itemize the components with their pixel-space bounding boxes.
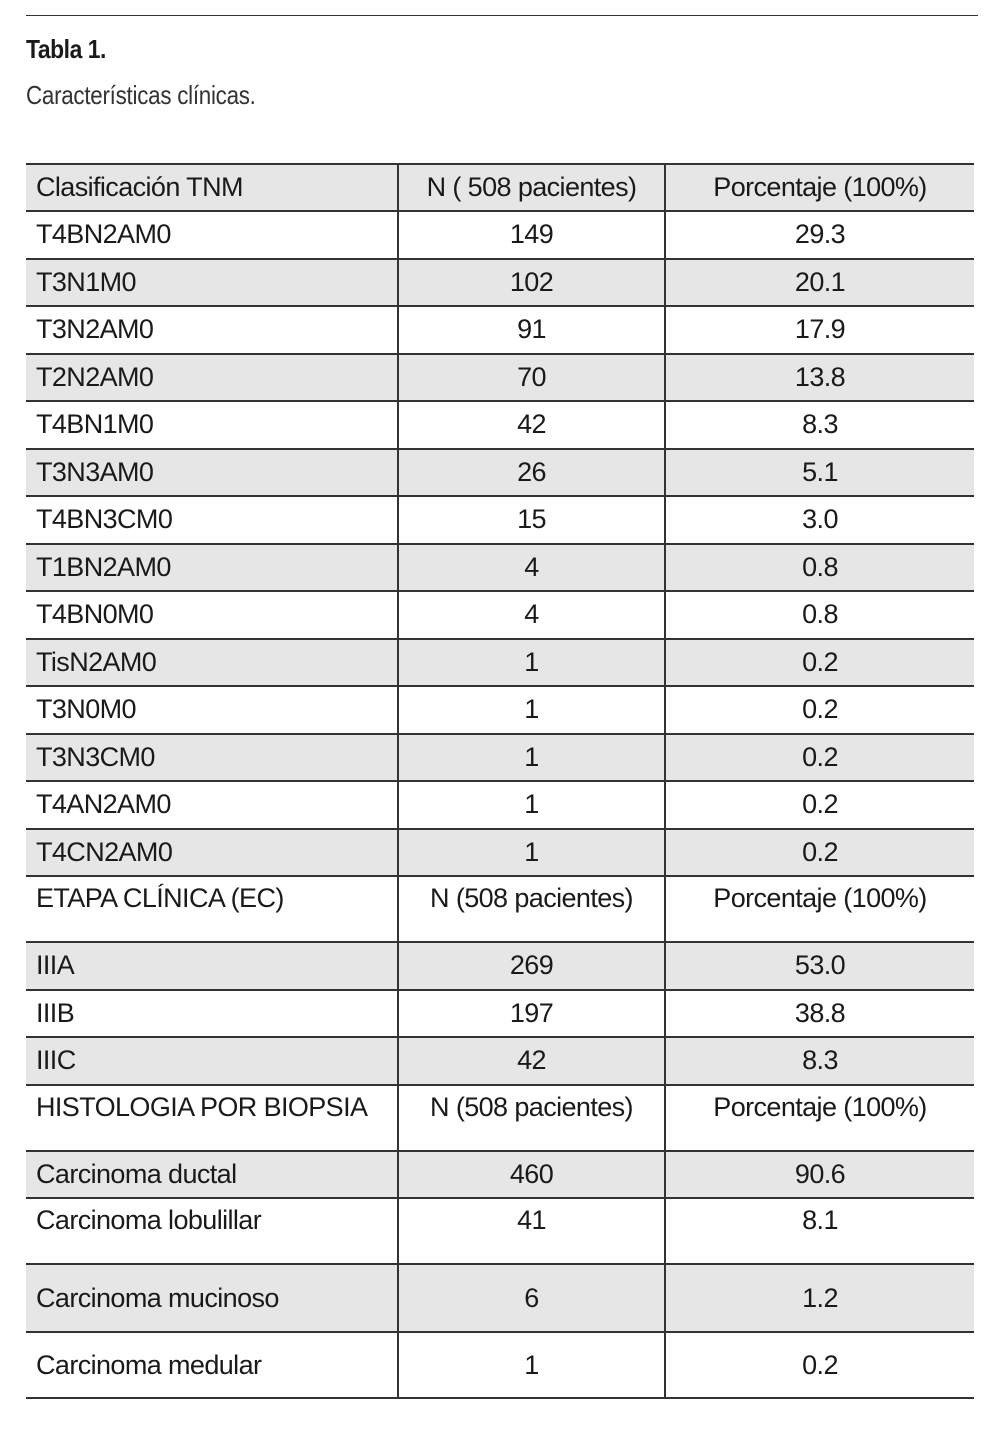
- tnm-header-row: [26, 164, 974, 211]
- histology-n-cell: 6: [398, 1264, 665, 1332]
- histology-header-n: N (508 pacientes): [398, 1085, 665, 1151]
- tnm-class-cell: T3N0M0: [26, 686, 398, 734]
- tnm-n-cell: 26: [398, 449, 665, 497]
- tnm-n-cell: 1: [398, 781, 665, 829]
- table-row: [26, 781, 974, 829]
- tnm-class-cell: T3N2AM0: [26, 306, 398, 354]
- table-row: [26, 449, 974, 497]
- tnm-class-cell: T2N2AM0: [26, 354, 398, 402]
- tnm-n-cell: 70: [398, 354, 665, 402]
- clinical-characteristics-table: [26, 163, 974, 1399]
- table-row: [26, 686, 974, 734]
- table-row: [26, 306, 974, 354]
- tnm-n-cell: 1: [398, 734, 665, 782]
- table-row: [26, 401, 974, 449]
- table-row: [26, 639, 974, 687]
- table-row: [26, 1037, 974, 1085]
- ec-n-cell: 269: [398, 942, 665, 990]
- tnm-percent-cell: 5.1: [665, 449, 974, 497]
- histology-type-cell: Carcinoma mucinoso: [26, 1264, 398, 1332]
- tnm-percent-cell: 0.2: [665, 639, 974, 687]
- tnm-n-cell: 91: [398, 306, 665, 354]
- tnm-percent-cell: 17.9: [665, 306, 974, 354]
- table-subtitle: Características clínicas.: [26, 80, 256, 110]
- table-row: [26, 591, 974, 639]
- tnm-percent-cell: 0.2: [665, 829, 974, 877]
- tnm-class-cell: T4BN3CM0: [26, 496, 398, 544]
- histology-header-type: HISTOLOGIA POR BIOPSIA: [26, 1085, 398, 1151]
- table-row: [26, 1151, 974, 1199]
- tnm-n-cell: 102: [398, 259, 665, 307]
- table-row: [26, 1198, 974, 1264]
- tnm-n-cell: 1: [398, 686, 665, 734]
- tnm-class-cell: T4BN0M0: [26, 591, 398, 639]
- tnm-n-cell: 42: [398, 401, 665, 449]
- tnm-class-cell: T4BN2AM0: [26, 211, 398, 259]
- tnm-class-cell: T4BN1M0: [26, 401, 398, 449]
- tnm-class-cell: T4CN2AM0: [26, 829, 398, 877]
- tnm-header-classification: Clasificación TNM: [26, 164, 398, 211]
- tnm-percent-cell: 20.1: [665, 259, 974, 307]
- table-row: [26, 942, 974, 990]
- tnm-n-cell: 149: [398, 211, 665, 259]
- tnm-n-cell: 4: [398, 544, 665, 592]
- table-title: Tabla 1.: [26, 34, 106, 64]
- tnm-class-cell: T4AN2AM0: [26, 781, 398, 829]
- ec-n-cell: 197: [398, 990, 665, 1038]
- table-row: [26, 734, 974, 782]
- histology-percent-cell: 0.2: [665, 1332, 974, 1398]
- tnm-percent-cell: 0.2: [665, 686, 974, 734]
- histology-type-cell: Carcinoma ductal: [26, 1151, 398, 1199]
- histology-n-cell: 460: [398, 1151, 665, 1199]
- tnm-n-cell: 15: [398, 496, 665, 544]
- tnm-header-percent: Porcentaje (100%): [665, 164, 974, 211]
- table-row: [26, 829, 974, 877]
- ec-header-row: [26, 876, 974, 942]
- ec-header-stage: ETAPA CLÍNICA (EC): [26, 876, 398, 942]
- tnm-class-cell: TisN2AM0: [26, 639, 398, 687]
- histology-header-percent: Porcentaje (100%): [665, 1085, 974, 1151]
- histology-percent-cell: 8.1: [665, 1198, 974, 1264]
- table-row: [26, 496, 974, 544]
- histology-percent-cell: 90.6: [665, 1151, 974, 1199]
- ec-stage-cell: IIIC: [26, 1037, 398, 1085]
- ec-stage-cell: IIIB: [26, 990, 398, 1038]
- histology-n-cell: 1: [398, 1332, 665, 1398]
- tnm-class-cell: T3N3AM0: [26, 449, 398, 497]
- tnm-class-cell: T3N3CM0: [26, 734, 398, 782]
- tnm-percent-cell: 0.2: [665, 734, 974, 782]
- tnm-percent-cell: 29.3: [665, 211, 974, 259]
- tnm-percent-cell: 8.3: [665, 401, 974, 449]
- histology-type-cell: Carcinoma medular: [26, 1332, 398, 1398]
- ec-percent-cell: 53.0: [665, 942, 974, 990]
- table-row: [26, 354, 974, 402]
- tnm-class-cell: T1BN2AM0: [26, 544, 398, 592]
- tnm-percent-cell: 0.8: [665, 544, 974, 592]
- ec-percent-cell: 38.8: [665, 990, 974, 1038]
- histology-header-row: [26, 1085, 974, 1151]
- tnm-percent-cell: 0.8: [665, 591, 974, 639]
- ec-header-n: N (508 pacientes): [398, 876, 665, 942]
- histology-n-cell: 41: [398, 1198, 665, 1264]
- tnm-n-cell: 1: [398, 639, 665, 687]
- tnm-percent-cell: 3.0: [665, 496, 974, 544]
- table-row: [26, 1332, 974, 1398]
- ec-percent-cell: 8.3: [665, 1037, 974, 1085]
- table-row: [26, 990, 974, 1038]
- table-row: [26, 211, 974, 259]
- table-row: [26, 544, 974, 592]
- ec-stage-cell: IIIA: [26, 942, 398, 990]
- ec-header-percent: Porcentaje (100%): [665, 876, 974, 942]
- tnm-percent-cell: 0.2: [665, 781, 974, 829]
- tnm-n-cell: 1: [398, 829, 665, 877]
- ec-n-cell: 42: [398, 1037, 665, 1085]
- tnm-percent-cell: 13.8: [665, 354, 974, 402]
- tnm-header-n: N ( 508 pacientes): [398, 164, 665, 211]
- tnm-n-cell: 4: [398, 591, 665, 639]
- top-rule: [26, 15, 978, 16]
- histology-percent-cell: 1.2: [665, 1264, 974, 1332]
- tnm-class-cell: T3N1M0: [26, 259, 398, 307]
- table-row: [26, 1264, 974, 1332]
- histology-type-cell: Carcinoma lobulillar: [26, 1198, 398, 1264]
- table-row: [26, 259, 974, 307]
